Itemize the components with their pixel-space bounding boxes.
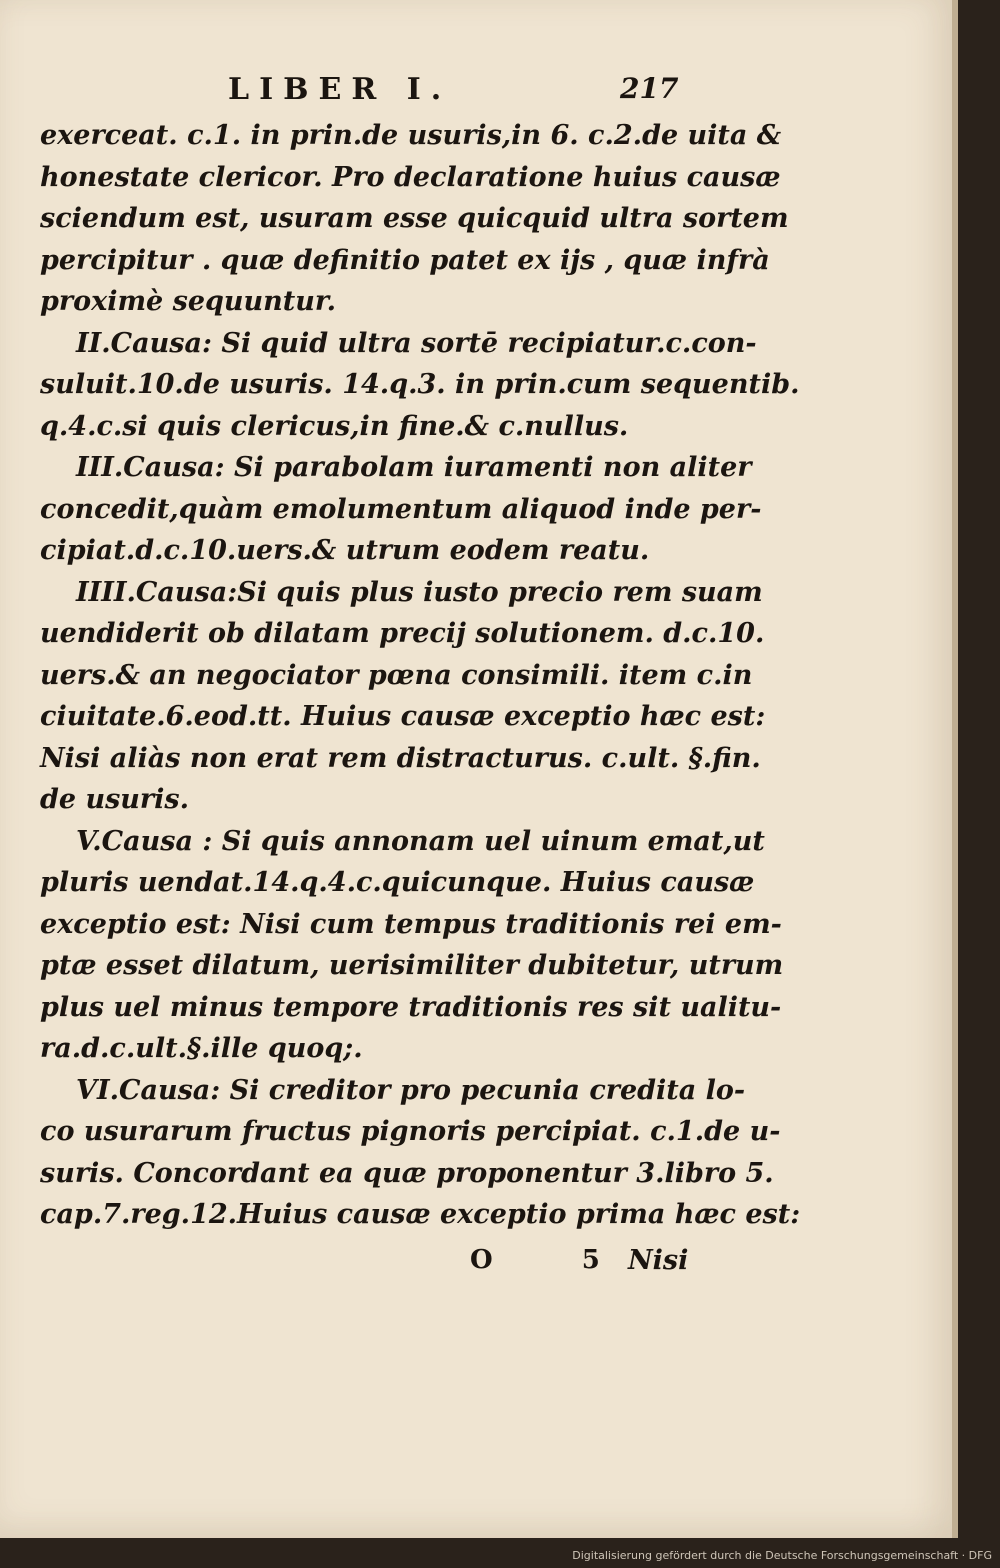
- signature-mark: O 5: [470, 1245, 640, 1275]
- text-line: co usurarum fructus pignoris percipiat. c.1.de u-: [40, 1116, 781, 1147]
- text-line: plus uel minus tempore traditionis res sit ualitu-: [40, 991, 782, 1023]
- text-line: concedit,quàm emolumentum aliquod inde per-: [40, 493, 762, 525]
- body-text: [40, 115, 801, 1236]
- text-line: pluris uendat.14.q.4.c.quicunque. Huius causæ: [40, 867, 755, 898]
- text-line: ra.d.c.ult.§.ille quoq;.: [40, 1033, 363, 1064]
- text-line: exceptio est: Nisi cum tempus traditionis rei em-: [40, 908, 782, 940]
- text-line: V.Causa : Si quis annonam uel uinum emat,ut: [76, 825, 765, 857]
- text-line: honestate clericor. Pro declaratione huius causæ: [40, 161, 781, 193]
- running-head: LIBER I.: [228, 72, 452, 107]
- page-header: [0, 72, 952, 120]
- text-line: sciendum est, usuram esse quicquid ultra sortem: [40, 203, 789, 234]
- text-line: q.4.c.si quis clericus,in fine.& c.nullus.: [40, 410, 629, 442]
- text-line: ciuitate.6.eod.tt. Huius causæ exceptio hæc est:: [40, 701, 766, 732]
- text-line: percipitur . quæ definitio patet ex ijs , quæ infrà: [40, 244, 770, 276]
- text-line: suris. Concordant ea quæ proponentur 3.libro 5.: [40, 1157, 774, 1189]
- catchword: Nisi: [628, 1245, 689, 1276]
- page-number: 217: [620, 72, 679, 105]
- text-line: cipiat.d.c.10.uers.& utrum eodem reatu.: [40, 535, 650, 566]
- text-line: de usuris.: [40, 784, 190, 815]
- text-line: Nisi aliàs non erat rem distracturus. c.ult. §.fin.: [40, 742, 761, 774]
- text-line: III.Causa: Si parabolam iuramenti non aliter: [76, 452, 752, 483]
- text-line: uendiderit ob dilatam precij solutionem. d.c.10.: [40, 618, 765, 649]
- page-footer: [0, 1240, 952, 1280]
- text-line: II.Causa: Si quid ultra sortē recipiatur.c.con-: [76, 327, 757, 359]
- text-line: VI.Causa: Si creditor pro pecunia credita lo-: [76, 1074, 746, 1106]
- text-line: IIII.Causa:Si quis plus iusto precio rem suam: [76, 576, 763, 608]
- text-line: ptæ esset dilatum, uerisimiliter dubitetur, utrum: [40, 950, 784, 981]
- text-line: cap.7.reg.12.Huius causæ exceptio prima hæc est:: [40, 1199, 801, 1230]
- text-line: suluit.10.de usuris. 14.q.3. in prin.cum sequentib.: [40, 369, 800, 400]
- text-line: uers.& an negociator pœna consimili. item c.in: [40, 659, 753, 691]
- text-line: proximè sequuntur.: [40, 286, 337, 317]
- digitization-credit: Digitalisierung gefördert durch die Deutsche Forschungsgemeinschaft · DFG: [572, 1549, 992, 1562]
- text-line: exerceat. c.1. in prin.de usuris,in 6. c.2.de uita &: [40, 120, 782, 151]
